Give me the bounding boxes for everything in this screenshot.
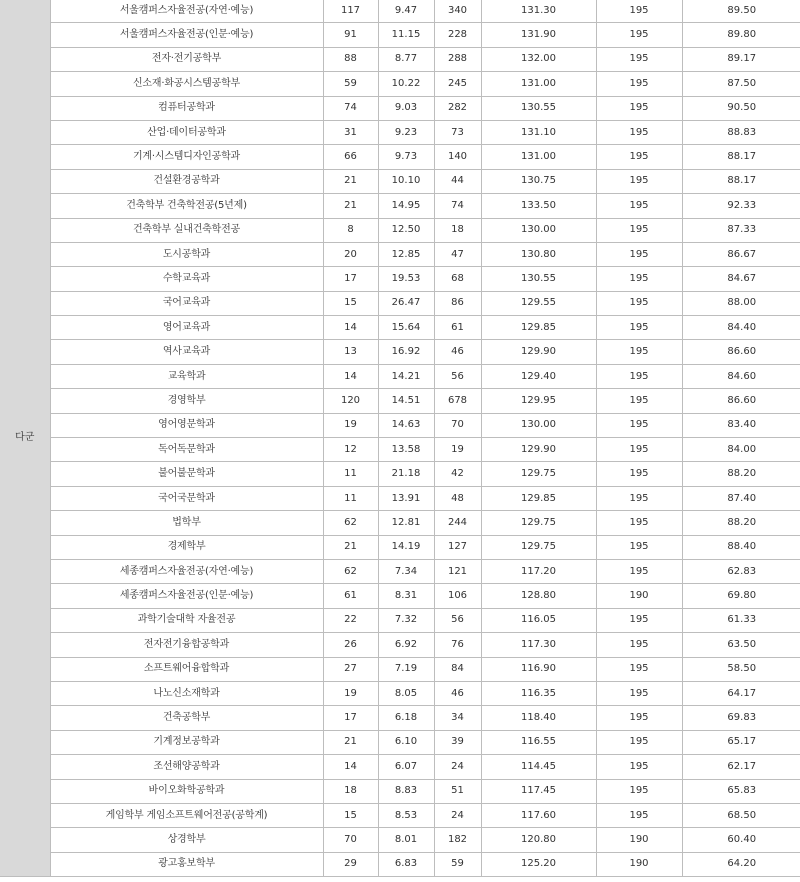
applicants-cell: 39 [434, 730, 481, 754]
applicants-cell: 42 [434, 462, 481, 486]
score-cell: 129.75 [481, 535, 596, 559]
table-row [0, 438, 800, 462]
department-cell: 국어교육과 [50, 291, 323, 315]
full-score-cell: 195 [596, 242, 682, 266]
converted-score-cell: 92.33 [682, 194, 800, 218]
full-score-cell: 195 [596, 730, 682, 754]
quota-cell: 19 [323, 681, 378, 705]
table-row [0, 779, 800, 803]
quota-cell: 61 [323, 584, 378, 608]
score-cell: 131.90 [481, 23, 596, 47]
score-cell: 130.75 [481, 169, 596, 193]
applicants-cell: 46 [434, 340, 481, 364]
score-cell: 117.60 [481, 803, 596, 827]
score-cell: 116.35 [481, 681, 596, 705]
department-cell: 전자·전기공학부 [50, 47, 323, 71]
full-score-cell: 195 [596, 291, 682, 315]
full-score-cell: 195 [596, 389, 682, 413]
competition-rate-cell: 8.77 [378, 47, 434, 71]
converted-score-cell: 69.80 [682, 584, 800, 608]
quota-cell: 20 [323, 242, 378, 266]
quota-cell: 14 [323, 316, 378, 340]
quota-cell: 27 [323, 657, 378, 681]
score-cell: 131.10 [481, 120, 596, 144]
applicants-cell: 127 [434, 535, 481, 559]
full-score-cell: 190 [596, 584, 682, 608]
quota-cell: 21 [323, 535, 378, 559]
competition-rate-cell: 14.51 [378, 389, 434, 413]
department-cell: 서울캠퍼스자율전공(인문·예능) [50, 23, 323, 47]
applicants-cell: 228 [434, 23, 481, 47]
converted-score-cell: 68.50 [682, 803, 800, 827]
applicants-cell: 24 [434, 755, 481, 779]
converted-score-cell: 88.17 [682, 145, 800, 169]
score-cell: 128.80 [481, 584, 596, 608]
competition-rate-cell: 7.32 [378, 608, 434, 632]
table-row [0, 486, 800, 510]
applicants-cell: 182 [434, 828, 481, 852]
applicants-cell: 51 [434, 779, 481, 803]
department-cell: 바이오화학공학과 [50, 779, 323, 803]
competition-rate-cell: 14.21 [378, 364, 434, 388]
department-cell: 나노신소재학과 [50, 681, 323, 705]
full-score-cell: 195 [596, 559, 682, 583]
converted-score-cell: 88.83 [682, 120, 800, 144]
score-cell: 129.85 [481, 316, 596, 340]
converted-score-cell: 63.50 [682, 633, 800, 657]
table-row [0, 120, 800, 144]
department-cell: 도시공학과 [50, 242, 323, 266]
applicants-cell: 68 [434, 267, 481, 291]
competition-rate-cell: 15.64 [378, 316, 434, 340]
quota-cell: 26 [323, 633, 378, 657]
table-row [0, 267, 800, 291]
department-cell: 국어국문학과 [50, 486, 323, 510]
quota-cell: 19 [323, 413, 378, 437]
table-row [0, 23, 800, 47]
department-cell: 영어영문학과 [50, 413, 323, 437]
full-score-cell: 195 [596, 96, 682, 120]
table-row [0, 706, 800, 730]
competition-rate-cell: 8.31 [378, 584, 434, 608]
score-cell: 117.45 [481, 779, 596, 803]
applicants-cell: 244 [434, 511, 481, 535]
quota-cell: 21 [323, 730, 378, 754]
score-cell: 129.95 [481, 389, 596, 413]
competition-rate-cell: 12.85 [378, 242, 434, 266]
full-score-cell: 195 [596, 755, 682, 779]
competition-rate-cell: 7.34 [378, 559, 434, 583]
converted-score-cell: 64.17 [682, 681, 800, 705]
applicants-cell: 56 [434, 364, 481, 388]
score-cell: 117.20 [481, 559, 596, 583]
quota-cell: 22 [323, 608, 378, 632]
table-row [0, 364, 800, 388]
table-row [0, 657, 800, 681]
full-score-cell: 195 [596, 779, 682, 803]
competition-rate-cell: 8.05 [378, 681, 434, 705]
table-row [0, 389, 800, 413]
score-cell: 129.55 [481, 291, 596, 315]
full-score-cell: 195 [596, 120, 682, 144]
table-row [0, 145, 800, 169]
full-score-cell: 195 [596, 803, 682, 827]
quota-cell: 66 [323, 145, 378, 169]
department-cell: 건축학부 건축학전공(5년제) [50, 194, 323, 218]
score-cell: 129.75 [481, 511, 596, 535]
quota-cell: 21 [323, 194, 378, 218]
competition-rate-cell: 12.50 [378, 218, 434, 242]
competition-rate-cell: 19.53 [378, 267, 434, 291]
department-cell: 경제학부 [50, 535, 323, 559]
quota-cell: 15 [323, 291, 378, 315]
quota-cell: 70 [323, 828, 378, 852]
score-cell: 130.55 [481, 267, 596, 291]
converted-score-cell: 84.60 [682, 364, 800, 388]
table-row [0, 633, 800, 657]
full-score-cell: 195 [596, 681, 682, 705]
applicants-cell: 84 [434, 657, 481, 681]
competition-rate-cell: 9.73 [378, 145, 434, 169]
table-row [0, 242, 800, 266]
table-row [0, 218, 800, 242]
applicants-cell: 70 [434, 413, 481, 437]
score-cell: 130.00 [481, 218, 596, 242]
converted-score-cell: 88.40 [682, 535, 800, 559]
converted-score-cell: 88.20 [682, 462, 800, 486]
converted-score-cell: 87.33 [682, 218, 800, 242]
competition-rate-cell: 10.22 [378, 72, 434, 96]
competition-rate-cell: 8.53 [378, 803, 434, 827]
department-cell: 기계정보공학과 [50, 730, 323, 754]
table-row [0, 828, 800, 852]
full-score-cell: 195 [596, 169, 682, 193]
converted-score-cell: 62.83 [682, 559, 800, 583]
converted-score-cell: 90.50 [682, 96, 800, 120]
table-row [0, 340, 800, 364]
quota-cell: 14 [323, 364, 378, 388]
converted-score-cell: 89.17 [682, 47, 800, 71]
applicants-cell: 47 [434, 242, 481, 266]
quota-cell: 88 [323, 47, 378, 71]
full-score-cell: 195 [596, 364, 682, 388]
full-score-cell: 195 [596, 0, 682, 23]
table-row [0, 413, 800, 437]
score-cell: 116.05 [481, 608, 596, 632]
department-cell: 상경학부 [50, 828, 323, 852]
score-cell: 129.75 [481, 462, 596, 486]
quota-cell: 62 [323, 511, 378, 535]
full-score-cell: 195 [596, 657, 682, 681]
competition-rate-cell: 14.19 [378, 535, 434, 559]
table-row [0, 608, 800, 632]
applicants-cell: 288 [434, 47, 481, 71]
department-cell: 소프트웨어융합학과 [50, 657, 323, 681]
converted-score-cell: 88.00 [682, 291, 800, 315]
department-cell: 세종캠퍼스자율전공(인문·예능) [50, 584, 323, 608]
full-score-cell: 190 [596, 852, 682, 876]
converted-score-cell: 88.20 [682, 511, 800, 535]
full-score-cell: 195 [596, 486, 682, 510]
competition-rate-cell: 9.03 [378, 96, 434, 120]
competition-rate-cell: 26.47 [378, 291, 434, 315]
competition-rate-cell: 9.23 [378, 120, 434, 144]
converted-score-cell: 86.60 [682, 340, 800, 364]
full-score-cell: 195 [596, 608, 682, 632]
converted-score-cell: 60.40 [682, 828, 800, 852]
score-cell: 132.00 [481, 47, 596, 71]
table-row [0, 96, 800, 120]
converted-score-cell: 84.00 [682, 438, 800, 462]
full-score-cell: 195 [596, 340, 682, 364]
department-cell: 컴퓨터공학과 [50, 96, 323, 120]
full-score-cell: 195 [596, 413, 682, 437]
full-score-cell: 195 [596, 194, 682, 218]
applicants-cell: 86 [434, 291, 481, 315]
quota-cell: 21 [323, 169, 378, 193]
department-cell: 기계·시스템디자인공학과 [50, 145, 323, 169]
department-cell: 영어교육과 [50, 316, 323, 340]
converted-score-cell: 87.50 [682, 72, 800, 96]
quota-cell: 17 [323, 706, 378, 730]
full-score-cell: 195 [596, 267, 682, 291]
converted-score-cell: 86.60 [682, 389, 800, 413]
score-cell: 125.20 [481, 852, 596, 876]
table-row [0, 169, 800, 193]
competition-rate-cell: 6.07 [378, 755, 434, 779]
competition-rate-cell: 8.01 [378, 828, 434, 852]
department-cell: 경영학부 [50, 389, 323, 413]
group-label-cell: 다군 [0, 0, 50, 877]
full-score-cell: 195 [596, 47, 682, 71]
quota-cell: 74 [323, 96, 378, 120]
competition-rate-cell: 6.18 [378, 706, 434, 730]
applicants-cell: 56 [434, 608, 481, 632]
full-score-cell: 195 [596, 706, 682, 730]
competition-rate-cell: 9.47 [378, 0, 434, 23]
table-row [0, 730, 800, 754]
table-row [0, 47, 800, 71]
score-cell: 131.00 [481, 72, 596, 96]
full-score-cell: 195 [596, 511, 682, 535]
competition-rate-cell: 13.58 [378, 438, 434, 462]
applicants-cell: 282 [434, 96, 481, 120]
department-cell: 세종캠퍼스자율전공(자연·예능) [50, 559, 323, 583]
quota-cell: 59 [323, 72, 378, 96]
department-cell: 산업·데이터공학과 [50, 120, 323, 144]
department-cell: 게임학부 게임소프트웨어전공(공학계) [50, 803, 323, 827]
full-score-cell: 195 [596, 535, 682, 559]
quota-cell: 12 [323, 438, 378, 462]
department-cell: 과학기술대학 자율전공 [50, 608, 323, 632]
department-cell: 불어불문학과 [50, 462, 323, 486]
applicants-cell: 61 [434, 316, 481, 340]
department-cell: 수학교육과 [50, 267, 323, 291]
converted-score-cell: 84.67 [682, 267, 800, 291]
table-row [0, 194, 800, 218]
competition-rate-cell: 16.92 [378, 340, 434, 364]
quota-cell: 91 [323, 23, 378, 47]
converted-score-cell: 65.17 [682, 730, 800, 754]
full-score-cell: 195 [596, 633, 682, 657]
department-cell: 서울캠퍼스자율전공(자연·예능) [50, 0, 323, 23]
applicants-cell: 73 [434, 120, 481, 144]
competition-rate-cell: 14.63 [378, 413, 434, 437]
applicants-cell: 34 [434, 706, 481, 730]
converted-score-cell: 89.50 [682, 0, 800, 23]
applicants-cell: 245 [434, 72, 481, 96]
quota-cell: 31 [323, 120, 378, 144]
department-cell: 건축공학부 [50, 706, 323, 730]
department-cell: 건설환경공학과 [50, 169, 323, 193]
table-row [0, 852, 800, 876]
full-score-cell: 195 [596, 145, 682, 169]
applicants-cell: 74 [434, 194, 481, 218]
applicants-cell: 18 [434, 218, 481, 242]
competition-rate-cell: 13.91 [378, 486, 434, 510]
converted-score-cell: 83.40 [682, 413, 800, 437]
competition-rate-cell: 12.81 [378, 511, 434, 535]
competition-rate-cell: 14.95 [378, 194, 434, 218]
table-row [0, 462, 800, 486]
table-row [0, 0, 800, 23]
quota-cell: 8 [323, 218, 378, 242]
score-cell: 129.40 [481, 364, 596, 388]
department-cell: 교육학과 [50, 364, 323, 388]
score-cell: 117.30 [481, 633, 596, 657]
score-cell: 116.55 [481, 730, 596, 754]
score-cell: 130.80 [481, 242, 596, 266]
competition-rate-cell: 7.19 [378, 657, 434, 681]
quota-cell: 11 [323, 462, 378, 486]
table-row [0, 72, 800, 96]
converted-score-cell: 87.40 [682, 486, 800, 510]
table-row [0, 535, 800, 559]
competition-rate-cell: 10.10 [378, 169, 434, 193]
converted-score-cell: 65.83 [682, 779, 800, 803]
score-cell: 116.90 [481, 657, 596, 681]
full-score-cell: 195 [596, 72, 682, 96]
full-score-cell: 190 [596, 828, 682, 852]
converted-score-cell: 61.33 [682, 608, 800, 632]
converted-score-cell: 62.17 [682, 755, 800, 779]
table-row [0, 316, 800, 340]
applicants-cell: 46 [434, 681, 481, 705]
applicants-cell: 19 [434, 438, 481, 462]
applicants-cell: 48 [434, 486, 481, 510]
score-cell: 131.30 [481, 0, 596, 23]
department-cell: 법학부 [50, 511, 323, 535]
quota-cell: 17 [323, 267, 378, 291]
score-cell: 130.00 [481, 413, 596, 437]
quota-cell: 120 [323, 389, 378, 413]
score-cell: 129.90 [481, 438, 596, 462]
quota-cell: 62 [323, 559, 378, 583]
department-cell: 건축학부 실내건축학전공 [50, 218, 323, 242]
quota-cell: 13 [323, 340, 378, 364]
competition-rate-cell: 6.92 [378, 633, 434, 657]
competition-rate-cell: 8.83 [378, 779, 434, 803]
score-cell: 114.45 [481, 755, 596, 779]
full-score-cell: 195 [596, 316, 682, 340]
full-score-cell: 195 [596, 462, 682, 486]
score-cell: 129.85 [481, 486, 596, 510]
full-score-cell: 195 [596, 438, 682, 462]
quota-cell: 29 [323, 852, 378, 876]
quota-cell: 11 [323, 486, 378, 510]
competition-rate-cell: 6.10 [378, 730, 434, 754]
competition-rate-cell: 21.18 [378, 462, 434, 486]
department-cell: 광고홍보학부 [50, 852, 323, 876]
applicants-cell: 44 [434, 169, 481, 193]
applicants-cell: 106 [434, 584, 481, 608]
converted-score-cell: 89.80 [682, 23, 800, 47]
full-score-cell: 195 [596, 218, 682, 242]
competition-rate-cell: 6.83 [378, 852, 434, 876]
quota-cell: 15 [323, 803, 378, 827]
department-cell: 신소재·화공시스템공학부 [50, 72, 323, 96]
table-row [0, 291, 800, 315]
score-cell: 118.40 [481, 706, 596, 730]
applicants-cell: 678 [434, 389, 481, 413]
competition-rate-cell: 11.15 [378, 23, 434, 47]
applicants-cell: 24 [434, 803, 481, 827]
applicants-cell: 140 [434, 145, 481, 169]
full-score-cell: 195 [596, 23, 682, 47]
converted-score-cell: 58.50 [682, 657, 800, 681]
department-cell: 조선해양공학과 [50, 755, 323, 779]
department-cell: 역사교육과 [50, 340, 323, 364]
table-row [0, 681, 800, 705]
table-row [0, 511, 800, 535]
score-cell: 129.90 [481, 340, 596, 364]
table-row [0, 559, 800, 583]
score-cell: 133.50 [481, 194, 596, 218]
quota-cell: 14 [323, 755, 378, 779]
converted-score-cell: 69.83 [682, 706, 800, 730]
applicants-cell: 76 [434, 633, 481, 657]
applicants-cell: 121 [434, 559, 481, 583]
quota-cell: 117 [323, 0, 378, 23]
department-cell: 독어독문학과 [50, 438, 323, 462]
converted-score-cell: 88.17 [682, 169, 800, 193]
score-cell: 131.00 [481, 145, 596, 169]
applicants-cell: 59 [434, 852, 481, 876]
quota-cell: 18 [323, 779, 378, 803]
table-row [0, 584, 800, 608]
converted-score-cell: 64.20 [682, 852, 800, 876]
converted-score-cell: 86.67 [682, 242, 800, 266]
score-cell: 130.55 [481, 96, 596, 120]
applicants-cell: 340 [434, 0, 481, 23]
table-row [0, 803, 800, 827]
department-cell: 전자전기융합공학과 [50, 633, 323, 657]
converted-score-cell: 84.40 [682, 316, 800, 340]
score-cell: 120.80 [481, 828, 596, 852]
table-row [0, 755, 800, 779]
